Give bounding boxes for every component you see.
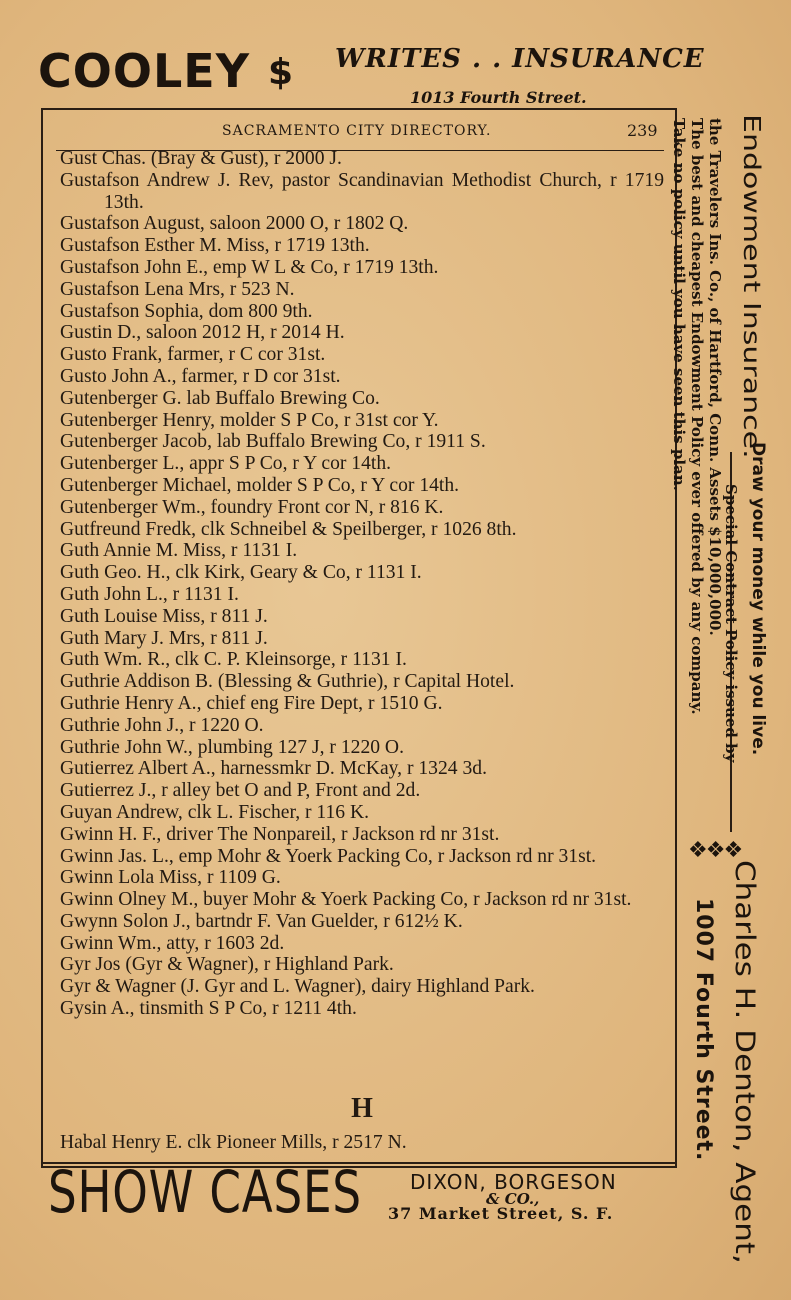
directory-entry: Gysin A., tinsmith S P Co, r 1211 4th. xyxy=(60,998,357,1020)
directory-entry: Gutenberger Wm., foundry Front cor N, r 816 K. xyxy=(60,496,444,518)
travelers-ad-line: the Travelers Ins. Co., of Hartford, Conn. Assets $10,000,000. xyxy=(706,118,724,636)
denton-address: 1007 Fourth Street. xyxy=(691,898,716,1162)
directory-entry: Gutenberger Michael, molder S P Co, r Y cor 14th. xyxy=(60,474,460,496)
travelers-ad-line: Take no policy until you have seen this plan. xyxy=(670,118,688,491)
directory-entry: Gutierrez J., r alley bet O and P, Front and 2d. xyxy=(60,780,421,802)
cooley-heading: COOLEY xyxy=(38,44,251,98)
directory-entry: Gwinn Olney M., buyer Mohr & Yoerk Packing Co, r Jackson rd nr 31st. xyxy=(60,889,632,911)
section-letter: H xyxy=(351,1093,373,1124)
directory-entry: Gwinn Lola Miss, r 1109 G. xyxy=(60,867,281,889)
directory-entry: Gusto Frank, farmer, r C cor 31st. xyxy=(60,344,326,366)
special-contract-ad: Special Contract Policy issued by xyxy=(722,484,740,763)
cooley-ornament: $ xyxy=(268,52,294,93)
cooley-address: 1013 Fourth Street. xyxy=(410,88,587,107)
endowment-insurance-ad: Endowment Insurance. xyxy=(737,114,765,459)
writes-insurance-slogan: WRITES . . INSURANCE xyxy=(335,44,705,74)
directory-entry: Guth John L., r 1131 I. xyxy=(60,583,239,605)
directory-entry: Gyr & Wagner (J. Gyr and L. Wagner), dairy Highland Park. xyxy=(60,976,535,998)
directory-entry: Gustafson Esther M. Miss, r 1719 13th. xyxy=(60,235,370,257)
directory-entry: Guth Geo. H., clk Kirk, Geary & Co, r 1131 I. xyxy=(60,562,422,584)
draw-money-ad: Draw your money while you live. xyxy=(748,442,768,756)
directory-entry: Habal Henry E. clk Pioneer Mills, r 2517 N. xyxy=(60,1132,407,1153)
directory-entry: Guthrie Henry A., chief eng Fire Dept, r 1510 G. xyxy=(60,692,443,714)
directory-entry: Gutfreund Fredk, clk Schneibel & Speilberger, r 1026 8th. xyxy=(60,518,517,540)
directory-entry: Guthrie John W., plumbing 127 J, r 1220 O. xyxy=(60,736,404,758)
directory-entry: Gutierrez Albert A., harnessmkr D. McKay, r 1324 3d. xyxy=(60,758,487,780)
directory-entry: Gustafson Sophia, dom 800 9th. xyxy=(60,300,313,322)
denton-agent-ad: Charles H. Denton, Agent, xyxy=(729,860,760,1264)
directory-entry: Gwynn Solon J., bartndr F. Van Guelder, r 612½ K. xyxy=(60,910,463,932)
directory-entry: Guthrie John J., r 1220 O. xyxy=(60,714,264,736)
directory-entry: Gutenberger Henry, molder S P Co, r 31st cor Y. xyxy=(60,409,439,431)
page-number: 239 xyxy=(627,121,658,140)
directory-entry: Gwinn H. F., driver The Nonpareil, r Jackson rd nr 31st. xyxy=(60,823,500,845)
directory-entry: Gusto John A., farmer, r D cor 31st. xyxy=(60,365,341,387)
directory-entries xyxy=(60,148,664,1020)
directory-entry: Guthrie Addison B. (Blessing & Guthrie), r Capital Hotel. xyxy=(60,671,515,693)
directory-entry: Guth Annie M. Miss, r 1131 I. xyxy=(60,540,298,562)
directory-entry: Gustafson John E., emp W L & Co, r 1719 13th. xyxy=(60,256,439,278)
directory-entry: Gutenberger L., appr S P Co, r Y cor 14th. xyxy=(60,453,392,475)
firm-address: 37 Market Street, S. F. xyxy=(388,1204,614,1223)
directory-entry: Gustafson Andrew J. Rev, pastor Scandinavian Methodist Church, r 1719 13th. xyxy=(60,169,664,213)
running-head: SACRAMENTO CITY DIRECTORY. xyxy=(222,123,492,139)
ornament-icon: ❖❖❖ xyxy=(688,838,742,863)
directory-entry: Gwinn Jas. L., emp Mohr & Yoerk Packing Co, r Jackson rd nr 31st. xyxy=(60,845,597,867)
directory-entry: Gutenberger Jacob, lab Buffalo Brewing Co, r 1911 S. xyxy=(60,431,486,453)
directory-entry: Guth Mary J. Mrs, r 811 J. xyxy=(60,627,268,649)
directory-entry: Gustafson August, saloon 2000 O, r 1802 Q. xyxy=(60,213,409,235)
directory-entry: Guyan Andrew, clk L. Fischer, r 116 K. xyxy=(60,801,370,823)
directory-entry: Gwinn Wm., atty, r 1603 2d. xyxy=(60,932,285,954)
directory-entry: Gyr Jos (Gyr & Wagner), r Highland Park. xyxy=(60,954,394,976)
show-cases-ad: SHOW CASES xyxy=(48,1158,362,1226)
directory-entry: Guth Louise Miss, r 811 J. xyxy=(60,605,268,627)
directory-entry: Guth Wm. R., clk C. P. Kleinsorge, r 1131 I. xyxy=(60,649,407,671)
directory-entry: Gust Chas. (Bray & Gust), r 2000 J. xyxy=(60,148,342,169)
firm-co: & CO., xyxy=(486,1190,540,1208)
directory-entry: Gutenberger G. lab Buffalo Brewing Co. xyxy=(60,387,380,409)
directory-entry: Gustin D., saloon 2012 H, r 2014 H. xyxy=(60,322,345,344)
firm-name: DIXON, BORGESON xyxy=(410,1170,617,1194)
travelers-ad-line: The best and cheapest Endowment Policy ever offered by any company. xyxy=(688,118,706,715)
directory-entry: Gustafson Lena Mrs, r 523 N. xyxy=(60,278,295,300)
